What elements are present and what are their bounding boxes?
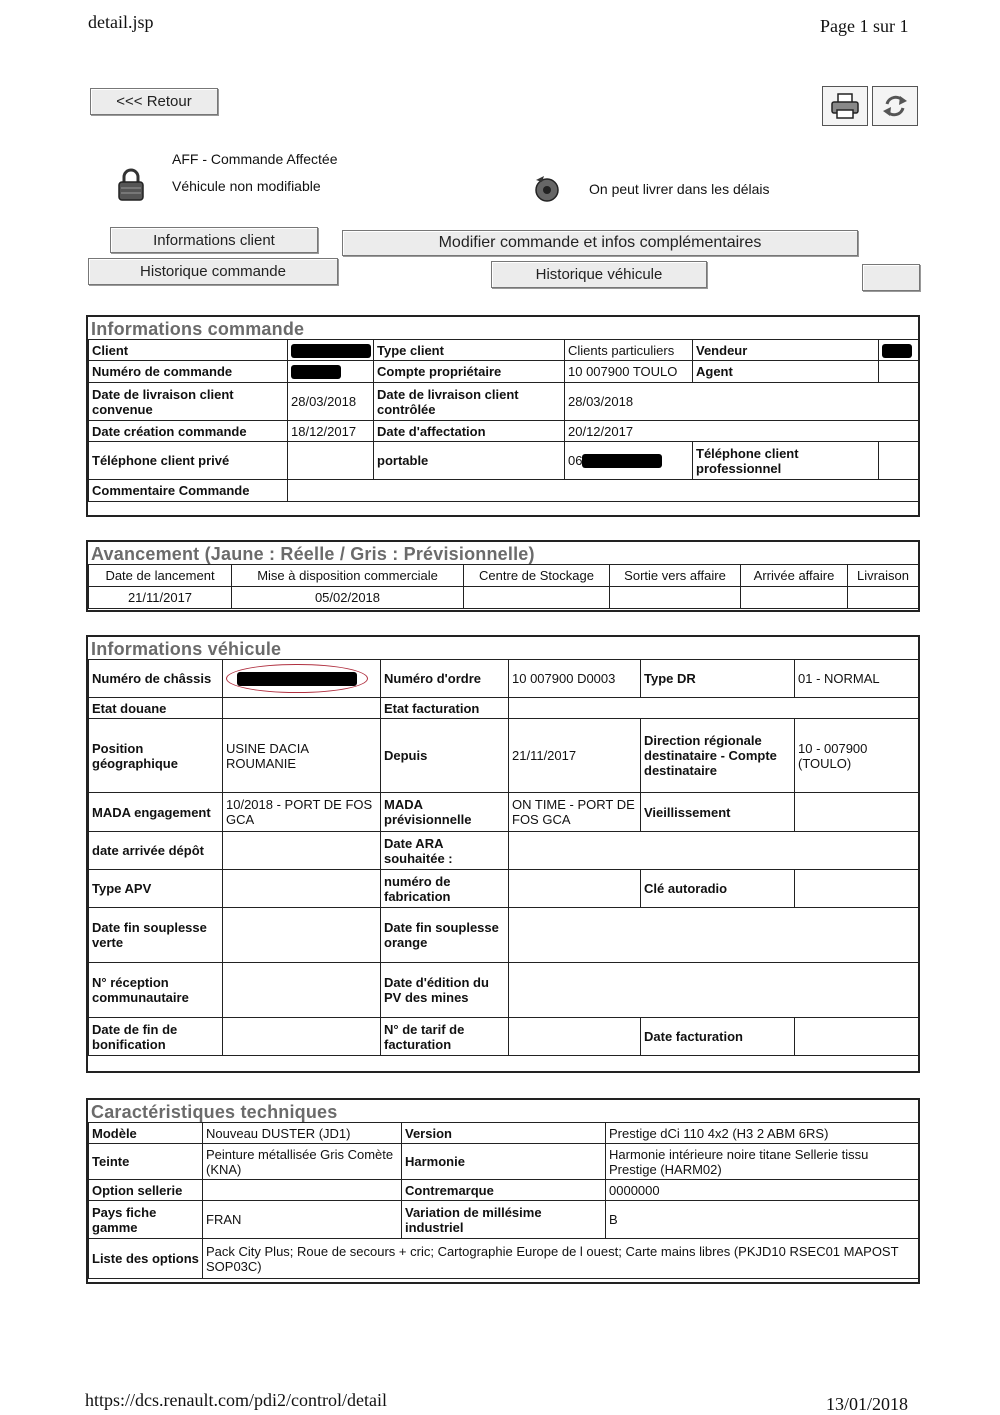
upholstery-label: Option sellerie — [89, 1180, 203, 1201]
redacted-mark — [582, 454, 662, 468]
progress-header: Sortie vers affaire — [610, 565, 741, 587]
progress-title: Avancement (Jaune : Réelle / Gris : Prévisionnelle) — [91, 544, 535, 564]
type-client-label: Type client — [374, 340, 565, 361]
private-phone-label: Téléphone client privé — [89, 442, 288, 480]
orange-value — [509, 908, 919, 963]
redacted-mark — [291, 365, 341, 379]
order-info-table — [88, 339, 919, 502]
agent-value — [879, 361, 919, 383]
harmony-label: Harmonie — [402, 1144, 606, 1180]
billing-state-value — [509, 698, 919, 719]
agreed-delivery-value: 28/03/2018 — [288, 383, 374, 421]
countermark-value: 0000000 — [606, 1180, 919, 1201]
mada-eng-value: 10/2018 - PORT DE FOS GCA — [223, 793, 381, 832]
tech-title: Caractéristiques techniques — [91, 1102, 338, 1122]
dr-dest-label: Direction régionale destinataire - Compte destinataire — [641, 719, 795, 793]
harmony-value: Harmonie intérieure noire titane Sellerie tissu Prestige (HARM02) — [606, 1144, 919, 1180]
client-label: Client — [89, 340, 288, 361]
type-client-value: Clients particuliers — [565, 340, 693, 361]
aging-value — [795, 793, 919, 832]
mada-prev-value: ON TIME - PORT DE FOS GCA — [509, 793, 641, 832]
assignment-date-value: 20/12/2017 — [565, 421, 919, 442]
model-label: Modèle — [89, 1123, 203, 1144]
printer-icon — [830, 92, 860, 120]
billing-state-label: Etat facturation — [381, 698, 509, 719]
fab-label: numéro de fabrication — [381, 870, 509, 908]
client-value — [288, 340, 374, 361]
depot-label: date arrivée dépôt — [89, 832, 223, 870]
options-value: Pack City Plus; Roue de secours + cric; Cartographie Europe de l ouest; Carte mains libres (PKJD10 RSEC01 MAPOST SOP03C) — [203, 1239, 919, 1279]
vehicle-info-panel — [86, 635, 920, 1073]
mobile-label: portable — [374, 442, 565, 480]
redacted-mark — [882, 344, 912, 358]
country-label: Pays fiche gamme — [89, 1201, 203, 1239]
version-value: Prestige dCi 110 4x2 (H3 2 ABM 6RS) — [606, 1123, 919, 1144]
comment-label: Commentaire Commande — [89, 480, 288, 502]
options-label: Liste des options — [89, 1239, 203, 1279]
bonif-value — [223, 1018, 381, 1056]
chassis-label: Numéro de châssis — [89, 660, 223, 698]
owner-account-value: 10 007900 TOULO — [565, 361, 693, 383]
progress-header: Mise à disposition commerciale — [232, 565, 464, 587]
refresh-icon — [880, 92, 910, 120]
vendeur-value — [879, 340, 919, 361]
chassis-value — [223, 660, 381, 698]
agreed-delivery-label: Date de livraison client convenue — [89, 383, 288, 421]
mada-eng-label: MADA engagement — [89, 793, 223, 832]
delivery-timer-icon — [530, 172, 562, 207]
order-history-button[interactable]: Historique commande — [88, 258, 338, 285]
upholstery-value — [203, 1180, 402, 1201]
order-number-value — [288, 361, 374, 383]
ara-label: Date ARA souhaitée : — [381, 832, 509, 870]
owner-account-label: Compte propriétaire — [374, 361, 565, 383]
progress-value — [848, 587, 919, 609]
reception-value — [223, 963, 381, 1018]
model-value: Nouveau DUSTER (JD1) — [203, 1123, 402, 1144]
print-button[interactable] — [822, 86, 868, 126]
bonif-label: Date de fin de bonification — [89, 1018, 223, 1056]
print-footer-date: 13/01/2018 — [826, 1394, 909, 1414]
print-footer-url: https://dcs.renault.com/pdi2/control/detail — [85, 1390, 387, 1410]
customs-value — [223, 698, 381, 719]
since-value: 21/11/2017 — [509, 719, 641, 793]
comment-value — [288, 480, 919, 502]
print-header-page: Page 1 sur 1 — [820, 16, 909, 36]
progress-header: Arrivée affaire — [741, 565, 848, 587]
customs-label: Etat douane — [89, 698, 223, 719]
back-button[interactable]: <<< Retour — [90, 88, 218, 115]
creation-date-label: Date création commande — [89, 421, 288, 442]
delivery-status-text: On peut livrer dans les délais — [589, 181, 770, 197]
position-value: USINE DACIA ROUMANIE — [223, 719, 381, 793]
millesime-label: Variation de millésime industriel — [402, 1201, 606, 1239]
tech-panel — [86, 1098, 920, 1284]
refresh-button[interactable] — [872, 86, 918, 126]
position-label: Position géographique — [89, 719, 223, 793]
reception-label: N° réception communautaire — [89, 963, 223, 1018]
radio-key-value — [795, 870, 919, 908]
progress-value: 21/11/2017 — [89, 587, 232, 609]
color-value: Peinture métallisée Gris Comète (KNA) — [203, 1144, 402, 1180]
pv-value — [509, 963, 919, 1018]
vehicle-info-title: Informations véhicule — [91, 639, 282, 659]
progress-header: Livraison — [848, 565, 919, 587]
vehicle-info-table — [88, 659, 919, 1056]
version-label: Version — [402, 1123, 606, 1144]
progress-value: 05/02/2018 — [232, 587, 464, 609]
millesime-value: B — [606, 1201, 919, 1239]
pv-label: Date d'édition du PV des mines — [381, 963, 509, 1018]
progress-value — [464, 587, 610, 609]
redacted-circle — [226, 664, 368, 694]
country-value: FRAN — [203, 1201, 402, 1239]
orange-label: Date fin souplesse orange — [381, 908, 509, 963]
type-dr-label: Type DR — [641, 660, 795, 698]
modify-order-button[interactable]: Modifier commande et infos complémentaires — [342, 230, 858, 256]
vendeur-label: Vendeur — [693, 340, 879, 361]
vehicle-history-button[interactable]: Historique véhicule — [491, 261, 707, 288]
billing-date-label: Date facturation — [641, 1018, 795, 1056]
color-label: Teinte — [89, 1144, 203, 1180]
private-phone-value — [288, 442, 374, 480]
ara-value — [509, 832, 919, 870]
progress-value — [741, 587, 848, 609]
dr-dest-value: 10 - 007900 (TOULO) — [795, 719, 919, 793]
mobile-prefix: 06 — [568, 452, 583, 468]
assignment-date-label: Date d'affectation — [374, 421, 565, 442]
progress-table — [88, 564, 919, 609]
order-status-text: AFF - Commande Affectée — [172, 151, 338, 167]
green-value — [223, 908, 381, 963]
countermark-label: Contremarque — [402, 1180, 606, 1201]
tarif-value — [509, 1018, 641, 1056]
checked-delivery-value: 28/03/2018 — [565, 383, 919, 421]
progress-panel — [86, 540, 920, 612]
print-header-filename: detail.jsp — [88, 12, 154, 32]
vehicle-status-text: Véhicule non modifiable — [172, 178, 321, 194]
progress-value — [610, 587, 741, 609]
radio-key-label: Clé autoradio — [641, 870, 795, 908]
progress-header: Date de lancement — [89, 565, 232, 587]
client-info-button[interactable]: Informations client — [110, 227, 318, 253]
order-no-label: Numéro d'ordre — [381, 660, 509, 698]
since-label: Depuis — [381, 719, 509, 793]
order-no-value: 10 007900 D0003 — [509, 660, 641, 698]
lock-icon — [115, 168, 147, 205]
blank-button[interactable] — [862, 264, 920, 291]
redacted-mark — [291, 344, 371, 358]
creation-date-value: 18/12/2017 — [288, 421, 374, 442]
green-label: Date fin souplesse verte — [89, 908, 223, 963]
tech-table — [88, 1122, 919, 1279]
order-info-title: Informations commande — [91, 319, 305, 339]
depot-value — [223, 832, 381, 870]
order-number-label: Numéro de commande — [89, 361, 288, 383]
apv-label: Type APV — [89, 870, 223, 908]
apv-value — [223, 870, 381, 908]
mobile-value — [565, 442, 693, 480]
order-info-panel — [86, 315, 920, 517]
checked-delivery-label: Date de livraison client contrôlée — [374, 383, 565, 421]
billing-date-value — [795, 1018, 919, 1056]
mada-prev-label: MADA prévisionnelle — [381, 793, 509, 832]
agent-label: Agent — [693, 361, 879, 383]
pro-phone-label: Téléphone client professionnel — [693, 442, 879, 480]
fab-value — [509, 870, 641, 908]
aging-label: Vieillissement — [641, 793, 795, 832]
type-dr-value: 01 - NORMAL — [795, 660, 919, 698]
redacted-mark — [237, 672, 357, 686]
tarif-label: N° de tarif de facturation — [381, 1018, 509, 1056]
pro-phone-value — [879, 442, 919, 480]
progress-header: Centre de Stockage — [464, 565, 610, 587]
